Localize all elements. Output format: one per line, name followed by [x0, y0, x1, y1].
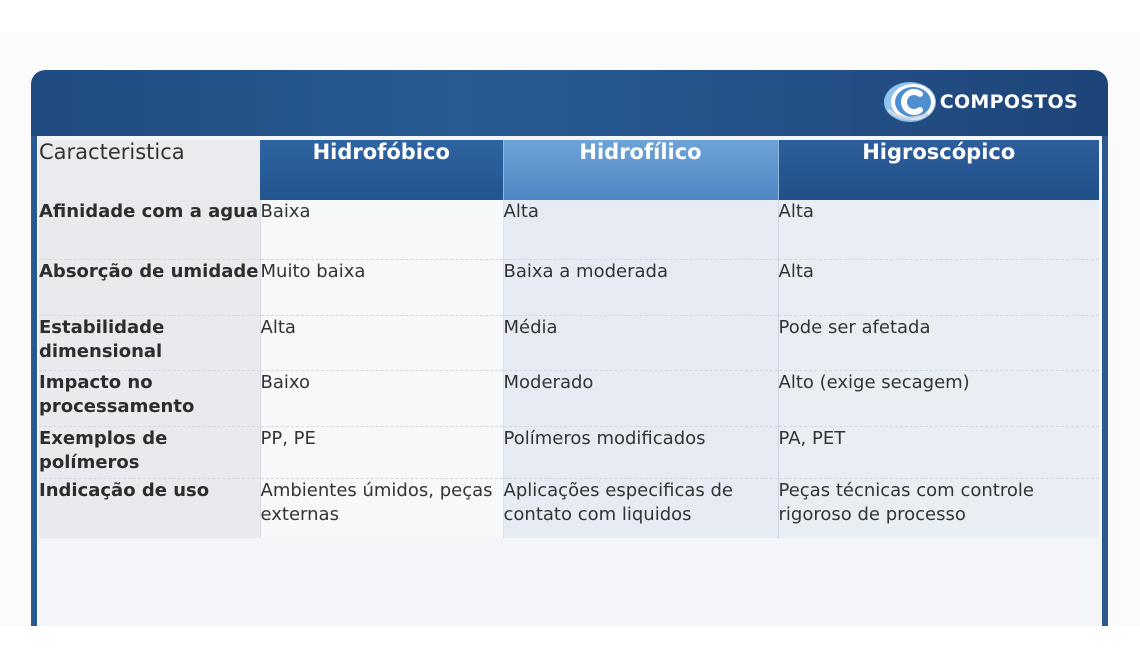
higroscopico-cell: Alta	[778, 200, 1099, 260]
table-header-row	[39, 140, 1099, 200]
higroscopico-cell: Alta	[778, 260, 1099, 316]
compostos-c-logo-icon	[882, 80, 942, 124]
feature-cell: Afinidade com a agua	[39, 200, 260, 260]
hidrofilico-cell: Alta	[503, 200, 778, 260]
hidrofobico-cell: PP, PE	[260, 427, 503, 479]
higroscopico-cell: PA, PET	[778, 427, 1099, 479]
frame-right-border	[1102, 136, 1108, 626]
feature-cell: Exemplos de polímeros	[39, 427, 260, 479]
feature-cell: Absorção de umidade	[39, 260, 260, 316]
hidrofobico-cell: Ambientes úmidos, peças externas	[260, 479, 503, 539]
page-top-margin	[0, 0, 1140, 32]
higroscopico-cell: Alto (exige secagem)	[778, 371, 1099, 427]
higroscopico-cell: Pode ser afetada	[778, 316, 1099, 371]
comparison-table	[39, 140, 1099, 538]
feature-cell: Impacto no processamento	[39, 371, 260, 427]
table-row	[39, 200, 1099, 260]
table-row	[39, 371, 1099, 427]
page-bottom-margin	[0, 626, 1140, 650]
hidrofilico-cell: Aplicações especificas de contato com liquidos	[503, 479, 778, 539]
hidrofilico-cell: Média	[503, 316, 778, 371]
header-hidrofobico: Hidrofóbico	[260, 140, 503, 200]
header-feature: Caracteristica	[39, 140, 260, 200]
brand-logo	[882, 80, 1078, 124]
hidrofobico-cell: Baixa	[260, 200, 503, 260]
header-banner	[31, 70, 1108, 136]
hidrofobico-cell: Muito baixa	[260, 260, 503, 316]
hidrofilico-cell: Baixa a moderada	[503, 260, 778, 316]
hidrofilico-cell: Polímeros modificados	[503, 427, 778, 479]
comparison-card	[31, 70, 1108, 626]
feature-cell: Indicação de uso	[39, 479, 260, 539]
table-row	[39, 427, 1099, 479]
hidrofilico-cell: Moderado	[503, 371, 778, 427]
hidrofobico-cell: Alta	[260, 316, 503, 371]
frame-left-border	[31, 136, 37, 626]
hidrofobico-cell: Baixo	[260, 371, 503, 427]
table-row	[39, 479, 1099, 539]
table-row	[39, 316, 1099, 371]
table-row	[39, 260, 1099, 316]
header-higroscopico: Higroscópico	[778, 140, 1099, 200]
brand-name: COMPOSTOS	[939, 91, 1078, 113]
feature-cell: Estabilidade dimensional	[39, 316, 260, 371]
header-hidrofilico: Hidrofílico	[503, 140, 778, 200]
higroscopico-cell: Peças técnicas com controle rigoroso de processo	[778, 479, 1099, 539]
